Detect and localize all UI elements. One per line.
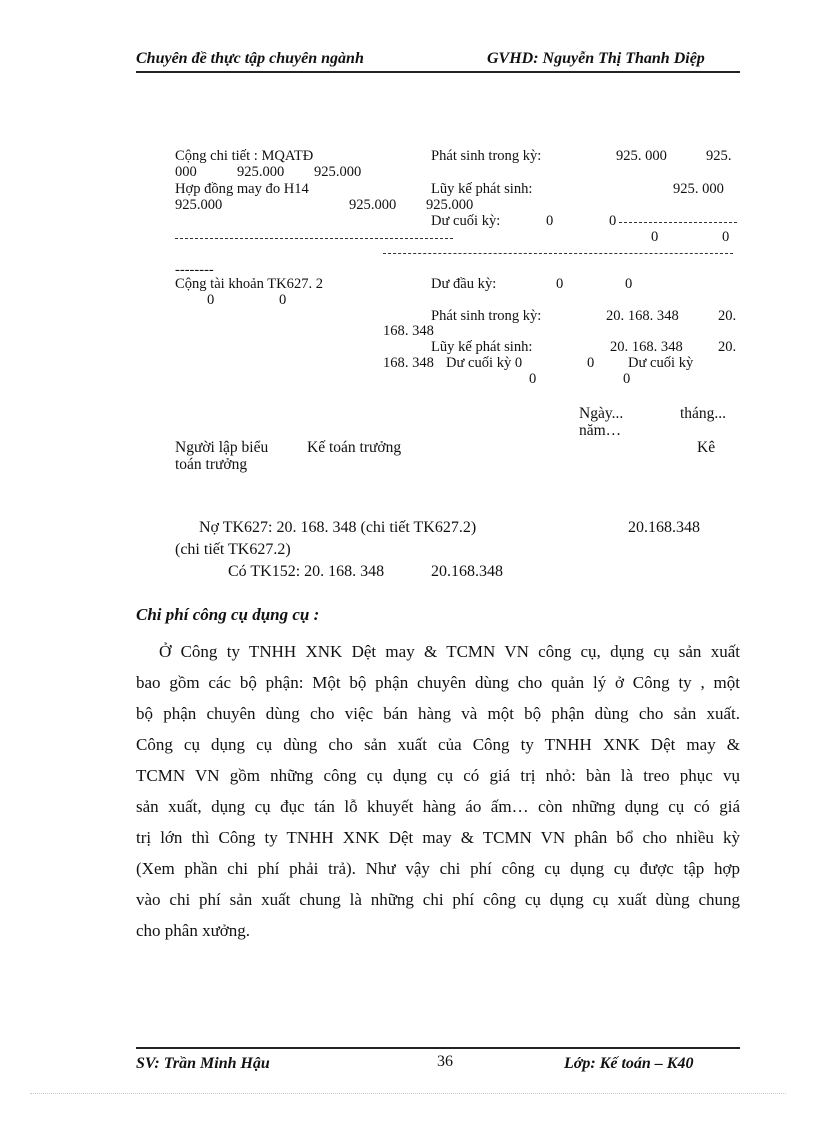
lk2-value-2: 20. (718, 339, 737, 355)
credit-line: Có TK152: 20. 168. 348 (228, 563, 385, 580)
sub-value-1: 0 (651, 229, 659, 245)
dck-value-2: 0 (609, 213, 617, 229)
ps-wrap: 000 (175, 164, 197, 180)
debit-line: Nợ TK627: 20. 168. 348 (chi tiết TK627.2) (199, 519, 477, 536)
sub-value-2: 0 (722, 229, 730, 245)
page-number: 36 (437, 1053, 453, 1070)
lk2-wrap: 168. 348 (383, 355, 434, 371)
lk-wrap-3: 925.000 (426, 197, 474, 213)
section-title: Chi phí công cụ dụng cụ : (136, 605, 320, 624)
debit-amount: 20.168.348 (628, 519, 700, 536)
paragraph-line: sản xuất, dụng cụ đục tán lỗ khuyết hàng áo ấm… còn những dụng cụ có giá (136, 797, 740, 816)
ps-value-1: 925. 000 (616, 148, 667, 164)
account-value-2: 0 (279, 292, 287, 308)
paragraph-line: (Xem phần chi phí phải trả). Như vậy chi phí công cụ dụng cụ được tập hợp (136, 859, 740, 878)
ps-value-4: 925.000 (314, 164, 362, 180)
dck3-value-1: 0 (529, 371, 537, 387)
lk2-label: Lũy kế phát sinh: (431, 339, 533, 355)
detail-label: Cộng chi tiết : MQATĐ (175, 148, 314, 164)
footer-class: Lớp: Kế toán – K40 (564, 1055, 694, 1072)
dck3-value-2: 0 (623, 371, 631, 387)
account-label: Cộng tài khoản TK627. 2 (175, 276, 324, 292)
ddk-label: Dư đầu kỳ: (431, 276, 497, 292)
ke-label: Kê (697, 439, 716, 456)
paragraph-line: bộ phận chuyên dùng cho việc bán hàng và một bộ phận dùng cho sản xuất. (136, 704, 740, 723)
ddk-value-1: 0 (556, 276, 564, 292)
dck-label: Dư cuối kỳ: (431, 213, 501, 229)
ps-label: Phát sinh trong kỳ: (431, 148, 542, 164)
header-right: GVHD: Nguyễn Thị Thanh Diệp (487, 50, 705, 67)
ps2-value-1: 20. 168. 348 (606, 308, 679, 324)
dash-rule (619, 222, 737, 223)
lk2-value-1: 20. 168. 348 (610, 339, 683, 355)
header-left: Chuyên đề thực tập chuyên ngành (136, 50, 364, 67)
dck2-label: Dư cuối kỳ 0 (446, 355, 523, 371)
date-month: tháng... (680, 405, 727, 422)
lk-wrap-1: 925.000 (175, 197, 223, 213)
dck2-value: 0 (587, 355, 595, 371)
debit-wrap: (chi tiết TK627.2) (175, 541, 291, 558)
body-paragraph (136, 636, 740, 946)
date-year: năm… (579, 422, 622, 439)
paragraph-line: vào chi phí sản xuất chung là những chi phí công cụ dụng cụ xuất dùng chung (136, 890, 740, 909)
paragraph-line: Ở Công ty TNHH XNK Dệt may & TCMN VN công cụ, dụng cụ sản xuất (159, 642, 740, 661)
header-rule (136, 71, 740, 73)
preparer-label: Người lập biểu (175, 439, 269, 456)
account-value-1: 0 (207, 292, 215, 308)
footer-student: SV: Trần Minh Hậu (136, 1055, 270, 1072)
dck3-label: Dư cuối kỳ (628, 355, 694, 371)
paragraph-line: Công cụ dụng cụ dùng cho sản xuất của Công ty TNHH XNK Dệt may & (136, 735, 740, 754)
dash-end: -------- (175, 262, 214, 278)
ps2-wrap: 168. 348 (383, 323, 434, 339)
paragraph-line: cho phân xưởng. (136, 921, 251, 940)
ps2-value-2: 20. (718, 308, 737, 324)
detail-contract: Hợp đồng may đo H14 (175, 181, 309, 197)
date-day: Ngày... (579, 405, 624, 422)
lk-wrap-2: 925.000 (349, 197, 397, 213)
footer-rule (136, 1047, 740, 1049)
signature-wrap: toán trưởng (175, 456, 248, 473)
dash-rule (175, 238, 453, 239)
chief-accountant-label: Kế toán trưởng (307, 439, 402, 456)
page-edge (30, 1093, 786, 1094)
ps-value-2: 925. (706, 148, 732, 164)
dash-rule (383, 253, 733, 254)
ddk-value-2: 0 (625, 276, 633, 292)
ps-value-3: 925.000 (237, 164, 285, 180)
lk-value-1: 925. 000 (673, 181, 724, 197)
paragraph-line: bao gồm các bộ phận: Một bộ phận chuyên dùng cho quản lý ở Công ty , một (136, 673, 740, 692)
dck-value-1: 0 (546, 213, 554, 229)
paragraph-line: TCMN VN gồm những công cụ dụng cụ có giá trị nhỏ: bàn là treo phục vụ (136, 766, 740, 785)
ps2-label: Phát sinh trong kỳ: (431, 308, 542, 324)
paragraph-line: trị lớn thì Công ty TNHH XNK Dệt may & TCMN VN phân bổ cho nhiều kỳ (136, 828, 740, 847)
lk-label: Lũy kế phát sinh: (431, 181, 533, 197)
credit-amount: 20.168.348 (431, 563, 503, 580)
